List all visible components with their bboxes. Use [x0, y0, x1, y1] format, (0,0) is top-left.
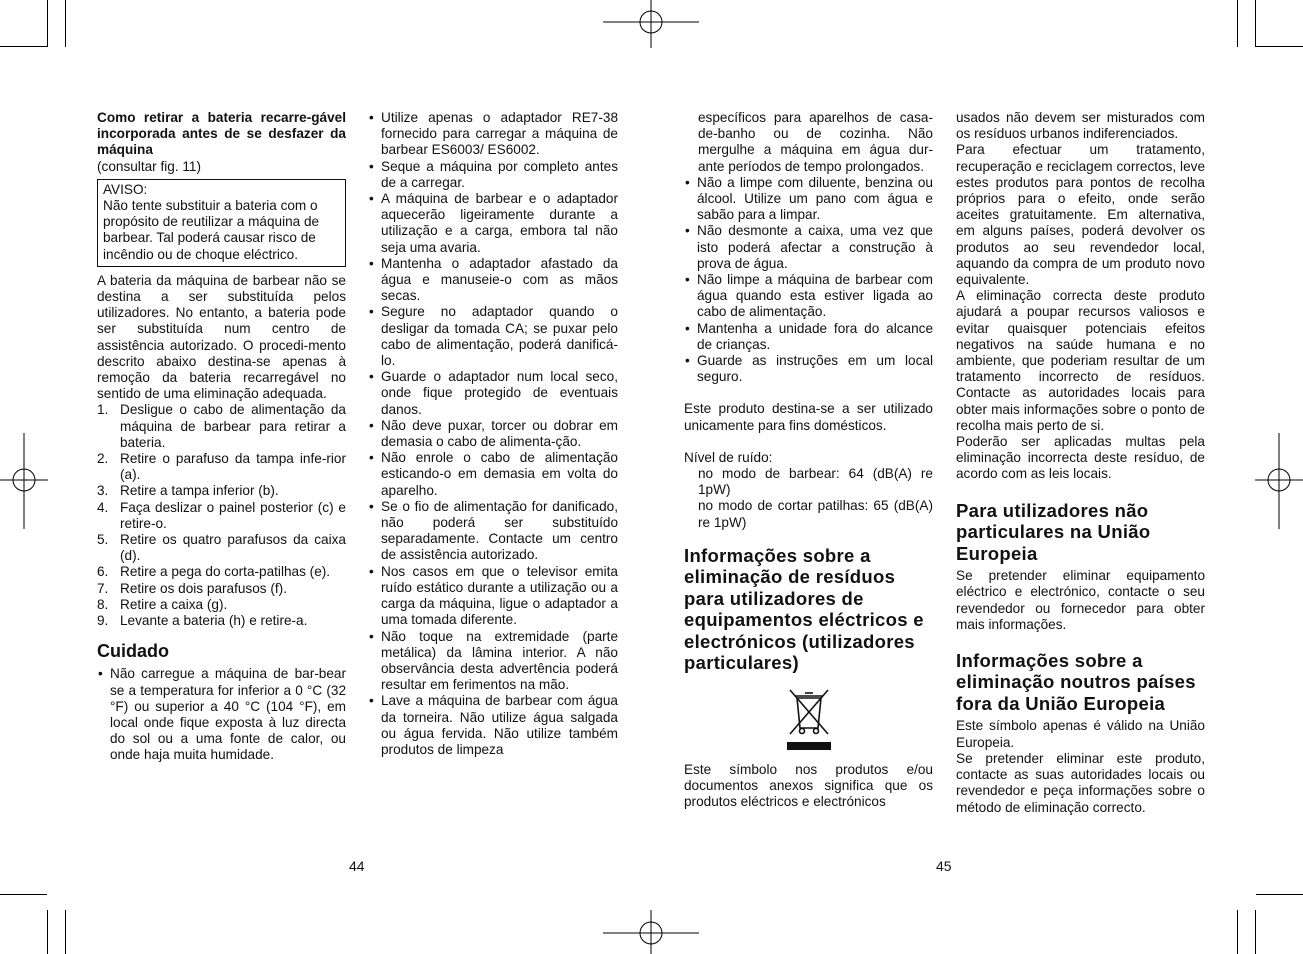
- list-item: 9. Levante a bateria (h) e retire-a.: [97, 613, 308, 629]
- crossed-out-wheelie-bin-icon: [784, 686, 834, 752]
- list-item: 7. Retire os dois parafusos (f).: [97, 580, 287, 596]
- battery-removal-heading: Como retirar a bateria recarre-gável incorporada antes de se desfazer da máquina: [97, 110, 346, 158]
- list-item: • Guarde o adaptador num local seco, onde fique protegido de eventuais danos.: [368, 369, 618, 418]
- care-list: [684, 175, 933, 386]
- registration-mark-top-icon: [603, 0, 699, 48]
- list-item: • Nos casos em que o televisor emita ruído estático durante a utilização ou a carga da máquina, ligue o adaptador a uma tomada diferente.: [368, 564, 618, 629]
- outside-eu-text-2: Se pretender eliminar este produto, contacte as suas autoridades locais ou revendedor e peça informações sobre o método de eliminação correcto.: [956, 750, 1205, 815]
- list-item: • Não deve puxar, torcer ou dobrar em demasia o cabo de alimenta-ção.: [368, 418, 618, 450]
- registration-mark-left-icon: [0, 433, 48, 529]
- column-2: [368, 110, 618, 758]
- domestic-use-note: Este produto destina-se a ser utilizado unicamente para fins domésticos.: [684, 401, 933, 433]
- column-4: [956, 110, 1205, 816]
- list-item: • A máquina de barbear e o adaptador aquecerão ligeiramente durante a utilização e a carga, embora tal não seja uma avaria.: [368, 191, 618, 256]
- outside-eu-text-1: Este símbolo apenas é válido na União Europeia.: [956, 718, 1205, 750]
- list-item: • Se o fio de alimentação for danificado, não poderá ser substituído separadamente. Contacte um centro de assistência autorizado.: [368, 499, 618, 564]
- list-item: • Mantenha o adaptador afastado da água e manuseie-o com as mãos secas.: [368, 256, 618, 305]
- business-users-text: Se pretender eliminar equipamento eléctrico e electrónico, contacte o seu revendedor ou fornecedor para obter mais informações.: [956, 568, 1205, 632]
- continued-text: específicos para aparelhos de casa-de-banho ou de cozinha. Não mergulhe a máquina em água dur-ante períodos de tempo prolongados.: [698, 110, 933, 174]
- list-item: • Mantenha a unidade fora do alcance de crianças.: [684, 321, 933, 353]
- registration-mark-bottom-icon: [603, 910, 699, 954]
- list-item: 1. Desligue o cabo de alimentação da máquina de barbear para retirar a bateria.: [97, 402, 346, 450]
- caution-heading: Cuidado: [97, 641, 169, 662]
- removal-steps: [97, 402, 346, 629]
- list-item: • Segure no adaptador quando o desligar da tomada CA; se puxar pelo cabo de alimentação, poderá danificá-lo.: [368, 304, 618, 369]
- column-1: [97, 110, 346, 764]
- page-number-left: 44: [349, 858, 365, 874]
- symbol-meaning-text: Este símbolo nos produtos e/ou documentos anexos significa que os produtos eléctricos e electrónicos: [684, 761, 933, 810]
- disposal-text-2: Para efectuar um tratamento, recuperação e reciclagem correctos, leve estes produtos para pontos de recolha próprios para o efeito, onde serão aceites gratuitamente. Em alternativa, em alguns países, poderá devolver os produtos ao seu revendedor local, aquando da compra de um produto novo equivalente.: [956, 142, 1205, 288]
- business-users-heading: Para utilizadores não particulares na União Europeia: [956, 499, 1151, 564]
- noise-trimming: no modo de cortar patilhas: 65 (dB(A) re 1pW): [698, 498, 933, 530]
- list-item: • Não a limpe com diluente, benzina ou álcool. Utilize um pano com água e sabão para a limpar.: [684, 175, 933, 224]
- list-item: • Não enrole o cabo de alimentação esticando-o em demasia em volta do aparelho.: [368, 450, 618, 499]
- noise-title: Nível de ruído:: [684, 449, 773, 465]
- list-item: 3. Retire a tampa inferior (b).: [97, 483, 279, 499]
- list-item: • Guarde as instruções em um local seguro.: [684, 353, 933, 385]
- column-3: [684, 110, 933, 810]
- disposal-heading: Informações sobre a eliminação de resíduos para utilizadores de equipamentos eléctricos e electrónicos (utilizadores particulares): [684, 544, 924, 674]
- page-number-right: 45: [936, 858, 952, 874]
- list-item: • Não toque na extremidade (parte metálica) da lâmina interior. A não observância desta advertência poderá resultar em ferimentos na mão.: [368, 629, 618, 694]
- warning-title: AVISO:: [103, 181, 148, 197]
- list-item: • Não desmonte a caixa, uma vez que isto poderá afectar a construção à prova de água.: [684, 223, 933, 272]
- registration-mark-right-icon: [1255, 433, 1303, 529]
- battery-intro: A bateria da máquina de barbear não se destina a ser substituída pelos utilizadores. No entanto, a bateria pode ser substituída num centro de assistência autorizado. O procedi-mento descrito abaixo destina-se apenas à remoção da bateria recarregável no sentido de uma eliminação adequada.: [97, 272, 346, 402]
- outside-eu-heading: Informações sobre a eliminação noutros países fora da União Europeia: [956, 649, 1196, 714]
- list-item: • Não limpe a máquina de barbear com água quando esta estiver ligada ao cabo de alimentação.: [684, 272, 933, 321]
- list-item: • Utilize apenas o adaptador RE7-38 fornecido para carregar a máquina de barbear ES6003/ ES6002.: [368, 110, 618, 159]
- list-item: • Seque a máquina por completo antes de a carregar.: [368, 159, 618, 191]
- list-item: 6. Retire a pega do corta-patilhas (e).: [97, 564, 331, 580]
- caution-list: [97, 666, 346, 763]
- list-item: 4. Faça deslizar o painel posterior (c) e retire-o.: [97, 499, 346, 531]
- noise-shaving: no modo de barbear: 64 (dB(A) re 1pW): [698, 466, 933, 498]
- disposal-text-4: Poderão ser aplicadas multas pela eliminação incorrecta deste resíduo, de acordo com as leis locais.: [956, 434, 1205, 482]
- list-item: • Não carregue a máquina de bar-bear se a temperatura for inferior a 0 °C (32 °F) ou superior a 40 °C (104 °F), em local onde fique exposta à luz directa do sol ou a uma fonte de calor, ou onde haja muita humidade.: [97, 666, 346, 763]
- disposal-text-1: usados não devem ser misturados com os resíduos urbanos indiferenciados.: [956, 110, 1205, 142]
- list-item: • Lave a máquina de barbear com água da torneira. Não utilize água salgada ou água fervida. Não utilize também produtos de limpeza: [368, 693, 618, 758]
- see-figure-note: (consultar fig. 11): [97, 158, 202, 174]
- disposal-text-3: A eliminação correcta deste produto ajudará a poupar recursos valiosos e evitar quaisquer potenciais efeitos negativos na saúde humana e no ambiente, que poderiam resultar de um tratamento incorrecto de resíduos. Contacte as autoridades locais para obter mais informações sobre o ponto de recolha mais perto de si.: [956, 288, 1205, 433]
- warning-box: [97, 179, 346, 267]
- warning-text: Não tente substituir a bateria com o propósito de reutilizar a máquina de barbear. Tal poderá causar risco de incêndio ou de choque eléctrico.: [103, 198, 320, 262]
- list-item: 5. Retire os quatro parafusos da caixa (d).: [97, 532, 346, 564]
- list-item: 8. Retire a caixa (g).: [97, 596, 228, 612]
- caution-list-continued: [368, 110, 618, 758]
- list-item: 2. Retire o parafuso da tampa infe-rior (a).: [97, 451, 346, 483]
